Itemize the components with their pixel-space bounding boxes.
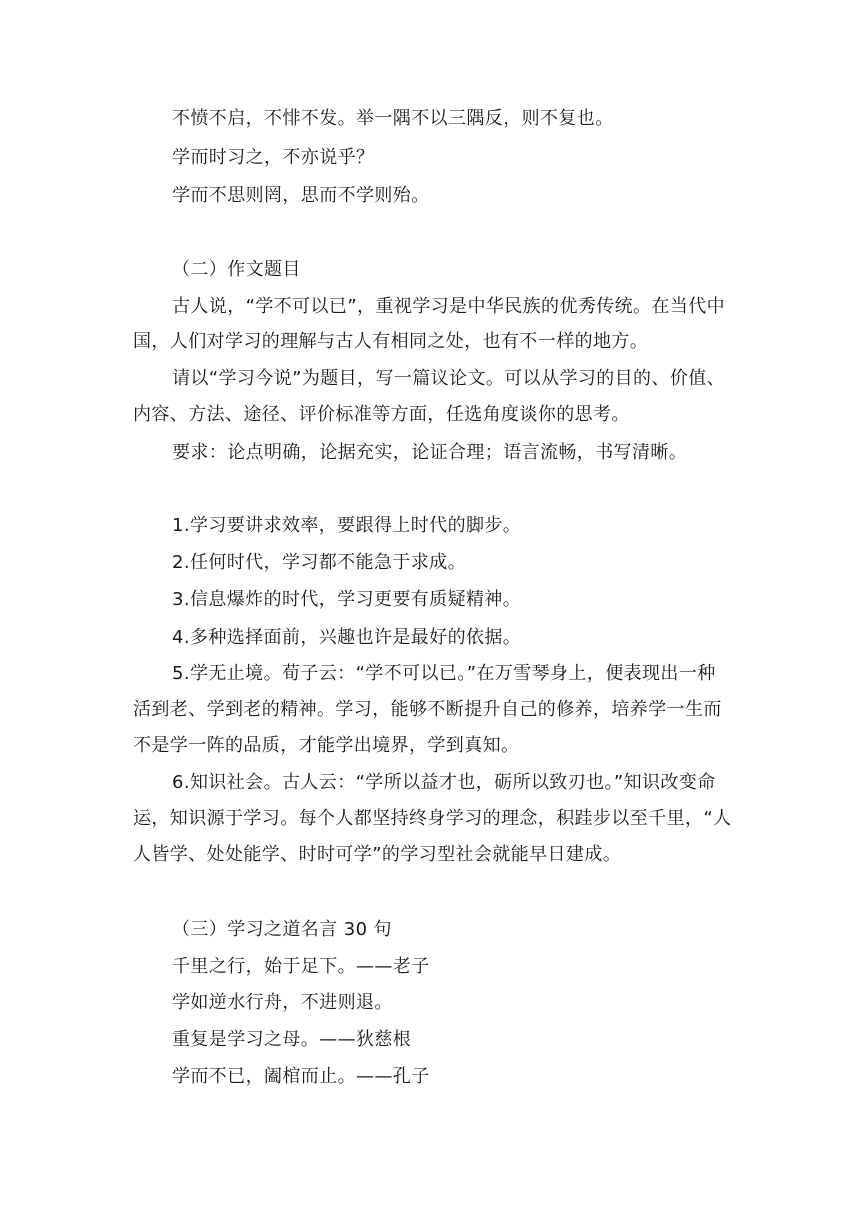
quote-line: 学而不思则罔，思而不学则殆。 [172,185,430,206]
point-line: 5.学无止境。荀子云：“学不可以已。”在万雪琴身上，便表现出一种 [172,663,716,684]
section-heading: （三）学习之道名言 30 句 [172,919,392,940]
point-line: 6.知识社会。古人云：“学所以益才也，砺所以致刃也。”知识改变命 [172,772,716,793]
point-line: 3.信息爆炸的时代，学习更要有质疑精神。 [172,589,522,610]
point-line: 人皆学、处处能学、时时可学”的学习型社会就能早日建成。 [133,844,622,865]
point-line: 活到老、学到老的精神。学习，能够不断提升自己的修养，培养学一生而 [133,699,722,720]
paragraph-line: 古人说，“学不可以已”，重视学习是中华民族的优秀传统。在当代中 [172,296,726,317]
point-line: 不是学一阵的品质，才能学出境界，学到真知。 [133,735,520,756]
point-line: 4.多种选择面前，兴趣也许是最好的依据。 [172,627,522,648]
section-heading: （二）作文题目 [172,259,301,280]
quote-line: 学而不已，阖棺而止。——孔子 [172,1066,430,1087]
paragraph-line: 内容、方法、途径、评价标准等方面，任选角度谈你的思考。 [133,404,630,425]
paragraph-line: 请以“学习今说”为题目，写一篇议论文。可以从学习的目的、价值、 [172,368,726,389]
point-line: 运，知识源于学习。每个人都坚持终身学习的理念，积跬步以至千里，“人 [133,808,732,829]
point-line: 1.学习要讲求效率，要跟得上时代的脚步。 [172,515,522,536]
quote-line: 不愤不启，不悱不发。举一隅不以三隅反，则不复也。 [172,108,614,129]
paragraph-line: 国，人们对学习的理解与古人有相同之处，也有不一样的地方。 [133,331,649,352]
quote-line: 学如逆水行舟，不进则退。 [172,992,393,1013]
point-line: 2.任何时代，学习都不能急于求成。 [172,552,466,573]
quote-line: 重复是学习之母。——狄慈根 [172,1029,412,1050]
requirement-line: 要求：论点明确，论据充实，论证合理；语言流畅，书写清晰。 [172,442,688,463]
quote-line: 千里之行，始于足下。——老子 [172,956,430,977]
quote-line: 学而时习之，不亦说乎？ [172,147,375,168]
